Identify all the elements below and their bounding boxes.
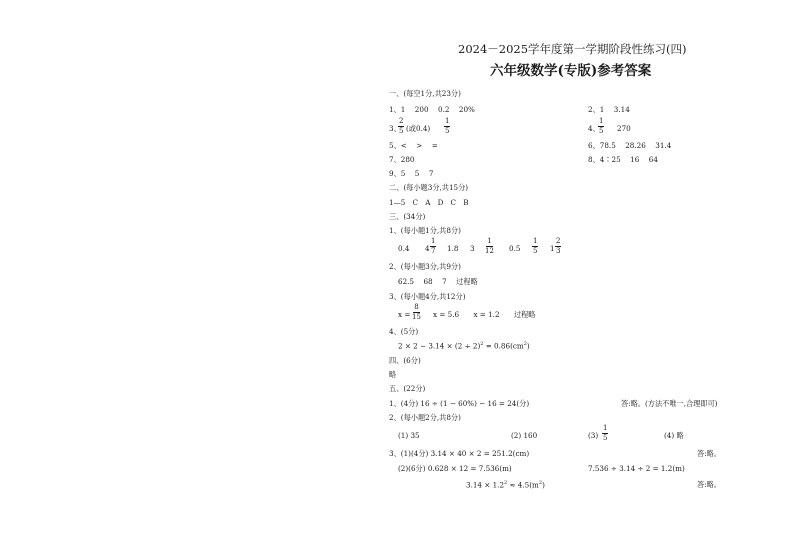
section-1-heading: 一、(每空1分,共23分) [389,89,461,98]
s1-q3-prefix: 3、 [389,124,401,133]
s3-p1-c: 1.8 [447,244,459,253]
s5-q2-c-prefix: (3) [588,431,599,440]
s3-part-4-heading: 4、(5分) [389,327,419,336]
s3-p4-end: ) [526,341,530,351]
s1-q7: 7、280 [389,155,415,164]
s5-q2-b: (2) 160 [511,431,538,440]
s1-q1: 1、1 200 0.2 20% [389,105,475,114]
s3-p1-h-den: 3 [556,247,561,255]
section-5-heading: 五、(22分) [389,384,426,393]
s1-q9: 9、5 5 7 [389,169,434,178]
s3-p1-e-den: 12 [485,247,494,255]
s5-q2-d: (4) 略 [664,431,684,440]
title-line-2: 六年级数学(专版)参考答案 [490,63,652,79]
s3-p1-d: 3 [470,244,475,253]
s3-p1-g-fraction [532,238,538,255]
section-2-heading: 二、(每小题3分,共15分) [389,183,469,192]
s5-q2-heading: 2、(每小题2分,共8分) [389,413,461,422]
s5-q1: 1、(4分) 16 ÷ (1 − 60%) − 16 = 24(分) [389,399,530,408]
s3-part-1-heading: 1、(每小题1分,共8分) [389,226,461,235]
s1-q3-f2-num: 1 [445,117,450,125]
s5-q3-2: (2)(6分) 0.628 × 12 = 7.536(m) [398,464,512,473]
s3-p1-b-den: 7 [431,247,436,255]
s2-answers: 1—5 C A D C B [389,198,469,207]
s3-p3-den: 15 [412,313,421,321]
s3-p3-num: 8 [414,303,419,311]
s3-p1-g-den: 5 [533,247,538,255]
s5-q2-c-num: 1 [603,424,608,432]
s5-q3-3-exp: 2 [504,480,508,486]
s1-q3-f2-den: 5 [445,127,450,135]
s5-q3-3 [466,481,545,489]
s3-p1-h-whole: 1 [550,244,555,253]
s5-q3-3-end: ) [542,480,545,490]
s5-q2-a: (1) 35 [398,431,420,440]
s1-q8: 8、4∶25 16 64 [588,155,658,164]
s3-p3-fraction [412,304,421,321]
s3-part-3-heading: 3、(每小题4分,共12分) [389,292,466,301]
section-3-heading: 三、(34分) [389,212,426,221]
s1-q3-f1-den: 5 [399,127,404,135]
s3-p1-b-num: 1 [431,237,436,245]
s1-q3-fraction-1 [398,118,404,135]
s3-p3-rest: x = 5.6 x = 1.2 过程略 [433,310,536,319]
s3-p1-a: 0.4 [398,244,410,253]
s5-q3-1: 3、(1)(4分) 3.14 × 40 × 2 = 251.2(cm) [389,449,530,458]
s5-q3-2b: 7.536 ÷ 3.14 ÷ 2 = 1.2(m) [588,464,685,473]
s3-p1-f: 0.5 [509,244,521,253]
s1-q2: 2、1 3.14 [588,105,630,114]
s3-p4-unit-exp: 2 [523,341,527,347]
s5-q1-note: 答:略。(方法不唯一,合理即可) [621,399,718,408]
title-line-1: 2024－2025学年度第一学期阶段性练习(四) [458,42,687,56]
s1-q6: 6、78.5 28.26 31.4 [588,141,672,150]
s5-q3-3-tail: ≈ 4.5(m [507,480,539,490]
s1-q4-f-den: 5 [599,127,604,135]
s5-q2-c-fraction [602,425,608,442]
s3-p1-e-fraction [485,238,494,255]
s5-q3-1-note: 答:略。 [697,449,721,458]
s5-q3-3-expr: 3.14 × 1.2 [466,480,505,490]
s5-q3-3-unit-exp: 2 [538,480,543,486]
s4-body: 略 [389,370,397,379]
s3-p1-h-num: 2 [556,237,561,245]
s3-p3-x-label: x = [398,310,411,319]
s5-q2-c-den: 5 [603,434,608,442]
s3-p1-g-num: 1 [533,237,538,245]
section-4-heading: 四、(6分) [389,356,421,365]
s3-p1-e-num: 1 [487,237,492,245]
s3-part-4-body [398,342,530,350]
s3-part-2-heading: 2、(每小题3分,共9分) [389,262,461,271]
s1-q4-f-num: 1 [599,117,604,125]
s1-q4-fraction [598,118,604,135]
s3-p4-exp: 2 [480,341,484,347]
s5-q3-3-note: 答:略。 [697,480,721,489]
s3-p1-h-fraction [555,238,561,255]
s1-q3-fraction-2 [444,118,450,135]
s1-q3-middle: (或0.4) [406,124,431,133]
s3-part-2-body: 62.5 68 7 过程略 [398,277,478,286]
s1-q3-f1-num: 2 [399,117,404,125]
s1-q4-value: 270 [617,124,631,133]
s3-p1-b-fraction [430,238,436,255]
s1-q4-prefix: 4、 [588,124,600,133]
s3-p1-b-whole: 4 [425,244,430,253]
s1-q5: 5、< > = [389,141,438,150]
s3-p4-tail: = 0.86(cm [483,341,524,351]
s3-p4-expr: 2 × 2 − 3.14 × (2 ÷ 2) [398,341,481,351]
